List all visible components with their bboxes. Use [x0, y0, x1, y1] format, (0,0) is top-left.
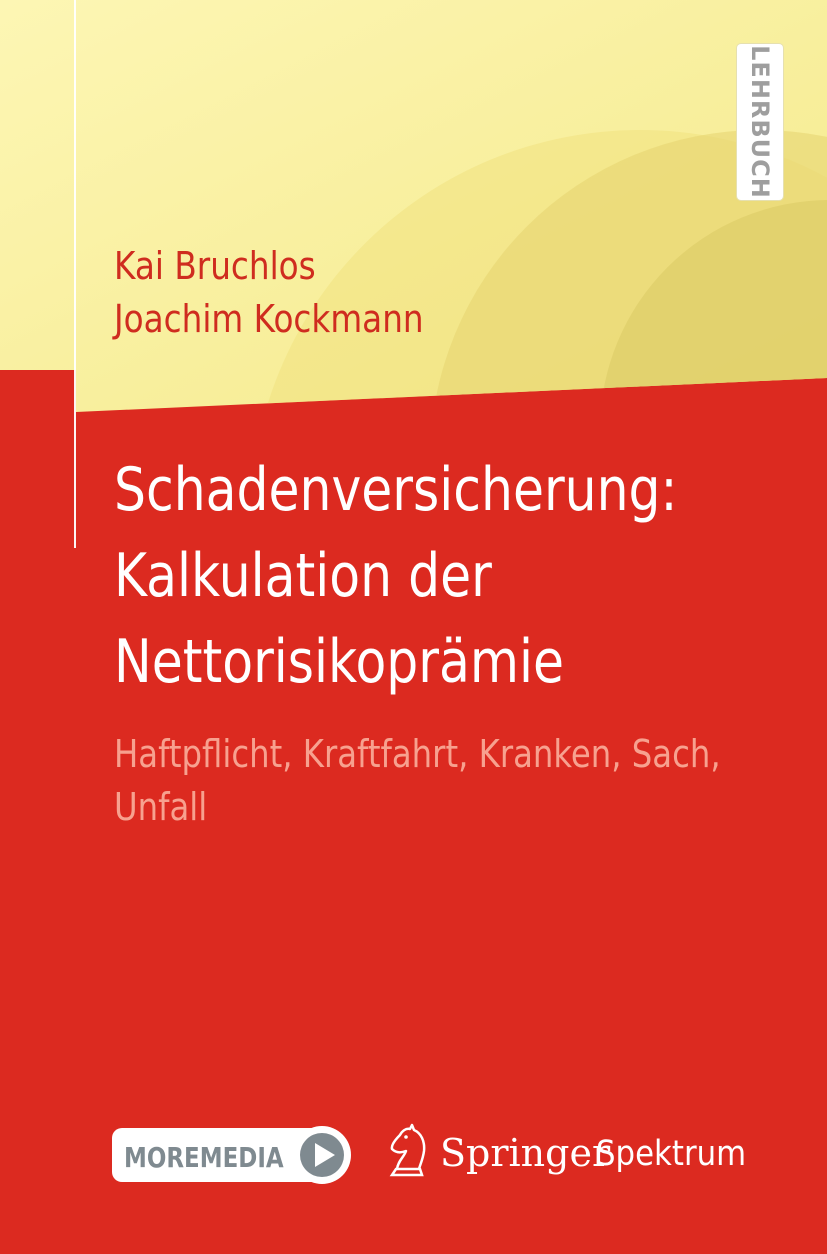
author-name: Kai Bruchlos — [114, 244, 316, 288]
author-list — [114, 240, 424, 346]
publisher-name: Springer — [440, 1131, 611, 1175]
publisher-imprint: Spektrum — [596, 1134, 747, 1174]
book-title — [114, 447, 678, 705]
title-line: Nettorisikoprämie — [114, 627, 564, 697]
lehrbuch-badge — [737, 44, 783, 200]
moremedia-label: MOREMEDIA — [124, 1141, 284, 1174]
cover-divider-line — [74, 0, 76, 548]
springer-spektrum-logo — [384, 1121, 754, 1185]
lehrbuch-label: LEHRBUCH — [746, 45, 774, 199]
play-icon — [292, 1125, 352, 1185]
subtitle-line: Unfall — [114, 785, 208, 829]
book-subtitle — [114, 728, 721, 834]
author-name: Joachim Kockmann — [114, 297, 424, 341]
subtitle-line: Haftpflicht, Kraftfahrt, Kranken, Sach, — [114, 732, 721, 776]
title-line: Kalkulation der — [114, 541, 492, 611]
chess-knight-icon — [384, 1123, 430, 1179]
title-line: Schadenversicherung: — [114, 455, 678, 525]
moremedia-logo — [112, 1125, 352, 1185]
